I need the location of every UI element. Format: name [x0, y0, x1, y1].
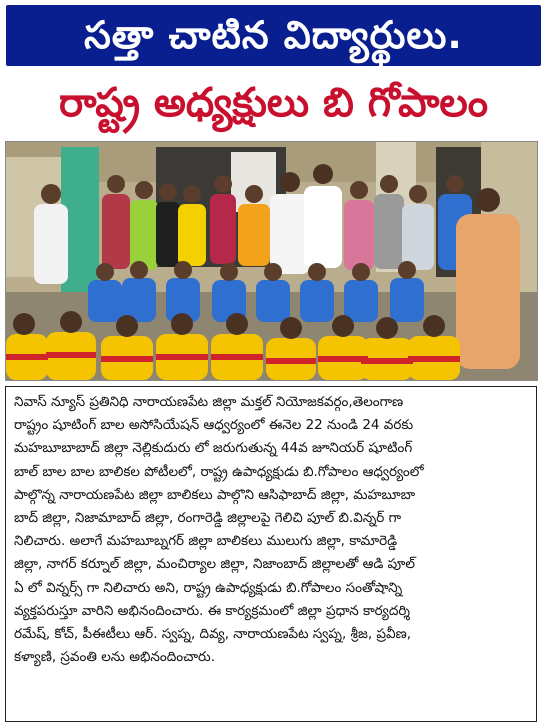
article-line: నివాస్ న్యూస్ ప్రతినిధి నారాయణపేట జిల్లా మక్తల్ నియోజకవర్గం,తెలంగాణ	[14, 394, 404, 410]
article-line: కళ్యాణి, స్రవంతి లను అభినందించారు.	[14, 649, 215, 666]
group-photo-icon	[6, 142, 537, 380]
group-photo	[5, 141, 538, 381]
article-line: నిలిచారు. అలాగే మహబూబ్నగర్ జిల్లా బాలికలు ములుగు జిల్లా, కామారెడ్డి	[14, 533, 398, 550]
article-line: బాల్ బాల బాల బాలికల పోటీలలో, రాష్ట్ర ఉపాధ్యక్షుడు బి.గోపాలం ఆధ్వర్యంలో	[14, 463, 424, 480]
article-line: రమేష్, కోచ్, పీఈటీలు ఆర్. స్వప్న, దివ్య, నారాయణపేట స్వప్న, శ్రీజ, ప్రవీణ,	[14, 626, 412, 643]
article-line: మహబూబాబాద్ జిల్లా నెల్లికుదురు లో జరుగుతున్న 44వ జూనియర్ షూటింగ్	[14, 440, 413, 457]
article-line: పాల్గొన్న నారాయణపేట జిల్లా బాలికలు పాల్గొని ఆసిఫాబాద్ జిల్లా, మహబూబా	[14, 486, 416, 503]
article-body	[5, 386, 537, 722]
article-line: ఏ లో విన్నర్స్ గా నిలిచారు అని, రాష్ట్ర ఉపాధ్యక్షుడు బి.గోపాలం సంతోషాన్ని	[14, 579, 403, 596]
banner-title: సత్తా చాటిన విద్యార్థులు.	[6, 5, 541, 66]
article-line: రాష్ట్రం షూటింగ్ బాల అసోసియేషన్ ఆధ్వర్యంలో ఈనెల 22 నుండి 24 వరకు	[14, 417, 414, 434]
article-line: వ్యక్తపరుస్తూ వారిని అభినందించారు. ఈ కార్యక్రమంలో జిల్లా ప్రధాన కార్యదర్శి	[14, 602, 410, 619]
headline: రాష్ట్ర అధ్యక్షులు బి గోపాలం	[59, 80, 488, 126]
article-line: జిల్లా, నాగర్ కర్నూల్ జిల్లా, మంచిర్యాల జిల్లా, నిజాంబాద్ జిల్లాలతో ఆడి పూల్	[14, 556, 415, 573]
article-line: బాద్ జిల్లా, నిజామాబాద్ జిల్లా, రంగారెడ్డి జిల్లాలపై గెలిచి పూల్ బి.విన్నర్ గా	[14, 510, 402, 527]
